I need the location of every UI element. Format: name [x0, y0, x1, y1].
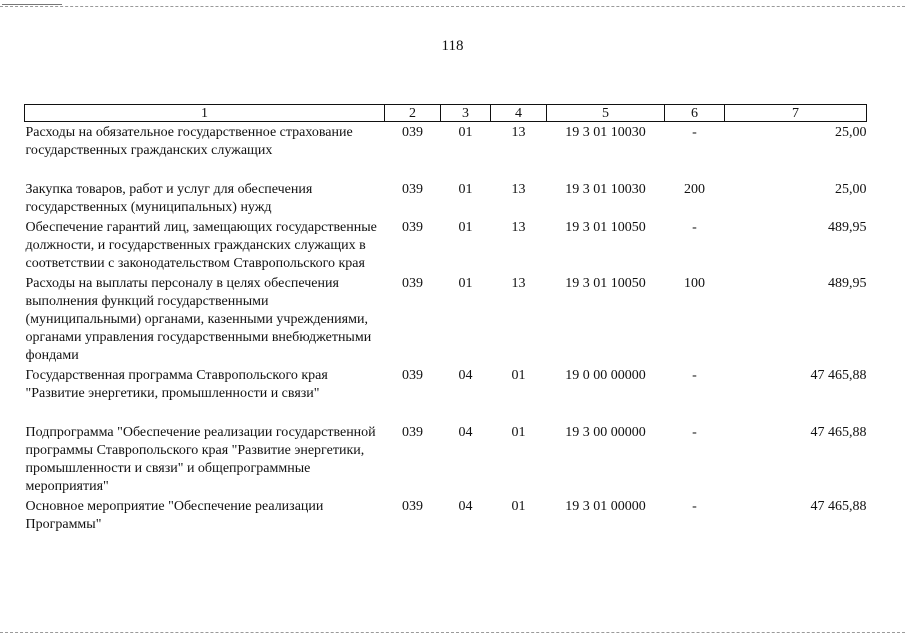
table-row — [25, 122, 867, 180]
table-row — [25, 496, 867, 534]
table-row — [25, 273, 867, 365]
target-article-code: 19 3 00 00000 — [565, 425, 646, 440]
subsection-code: 13 — [511, 125, 526, 140]
row-name: Расходы на выплаты персоналу в целях обеспечения выполнения функций государственными (муниципальными) органами, казенными учреждениями, органами управления государственными внебюджетными фондами — [25, 276, 372, 363]
scan-mark — [2, 4, 62, 5]
subsection-code: 13 — [511, 276, 526, 291]
subsection-code: 01 — [511, 425, 526, 440]
ministry-code: 039 — [402, 125, 423, 140]
subsection-code: 13 — [511, 182, 526, 197]
row-name: Государственная программа Ставропольского края "Развитие энергетики, промышленности и связи" — [25, 368, 328, 401]
amount: 25,00 — [835, 182, 867, 197]
target-article-code: 19 0 00 00000 — [565, 368, 646, 383]
amount: 489,95 — [828, 276, 867, 291]
column-header: 4 — [491, 105, 547, 122]
ministry-code: 039 — [402, 182, 423, 197]
expense-type-code: 100 — [684, 276, 705, 291]
scan-edge-top — [0, 6, 905, 7]
scan-edge-bottom — [0, 632, 905, 633]
target-article-code: 19 3 01 10030 — [565, 125, 646, 140]
target-article-code: 19 3 01 00000 — [565, 499, 646, 514]
section-code: 01 — [458, 125, 473, 140]
header-row — [25, 105, 867, 122]
ministry-code: 039 — [402, 276, 423, 291]
column-header: 3 — [441, 105, 491, 122]
column-header: 7 — [725, 105, 867, 122]
table-row — [25, 422, 867, 496]
section-code: 01 — [458, 182, 473, 197]
row-name: Подпрограмма "Обеспечение реализации государственной программы Ставропольского края "Развитие энергетики, промышленности и связи" и общепрограммные мероприятия" — [25, 425, 376, 494]
section-code: 01 — [458, 276, 473, 291]
ministry-code: 039 — [402, 499, 423, 514]
amount: 47 465,88 — [810, 499, 867, 514]
expense-type-code: - — [692, 425, 697, 440]
section-code: 01 — [458, 220, 473, 235]
section-code: 04 — [458, 368, 473, 383]
amount: 47 465,88 — [810, 425, 867, 440]
subsection-code: 01 — [511, 368, 526, 383]
ministry-code: 039 — [402, 368, 423, 383]
section-code: 04 — [458, 499, 473, 514]
row-name: Закупка товаров, работ и услуг для обеспечения государственных (муниципальных) нужд — [25, 182, 313, 215]
expense-type-code: 200 — [684, 182, 705, 197]
subsection-code: 01 — [511, 499, 526, 514]
table-row — [25, 365, 867, 422]
budget-table — [24, 104, 867, 534]
target-article-code: 19 3 01 10030 — [565, 182, 646, 197]
amount: 489,95 — [828, 220, 867, 235]
expense-type-code: - — [692, 499, 697, 514]
row-name: Основное мероприятие "Обеспечение реализации Программы" — [25, 499, 324, 532]
target-article-code: 19 3 01 10050 — [565, 220, 646, 235]
table-row — [25, 217, 867, 273]
ministry-code: 039 — [402, 425, 423, 440]
target-article-code: 19 3 01 10050 — [565, 276, 646, 291]
column-header: 2 — [385, 105, 441, 122]
expense-type-code: - — [692, 220, 697, 235]
expense-type-code: - — [692, 368, 697, 383]
expense-type-code: - — [692, 125, 697, 140]
page-number: 118 — [441, 38, 464, 54]
column-header: 5 — [547, 105, 665, 122]
table-row — [25, 179, 867, 217]
ministry-code: 039 — [402, 220, 423, 235]
row-name: Обеспечение гарантий лиц, замещающих государственные должности, и государственных гражданских служащих в соответствии с законодательством Ставропольского края — [25, 220, 377, 271]
column-header: 1 — [25, 105, 385, 122]
subsection-code: 13 — [511, 220, 526, 235]
section-code: 04 — [458, 425, 473, 440]
row-name: Расходы на обязательное государственное страхование государственных гражданских служащих — [25, 125, 353, 158]
column-header: 6 — [665, 105, 725, 122]
amount: 47 465,88 — [810, 368, 867, 383]
amount: 25,00 — [835, 125, 867, 140]
